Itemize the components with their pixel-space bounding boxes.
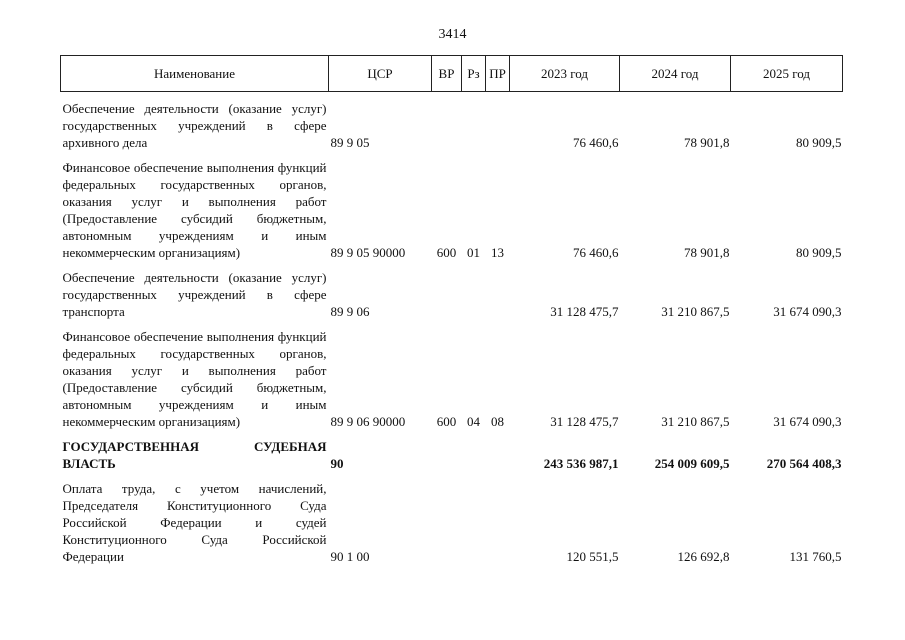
row-pr: 08 xyxy=(491,414,504,429)
row-pr xyxy=(486,92,510,152)
row-2024: 126 692,8 xyxy=(677,549,730,564)
row-csr: 89 9 05 90000 xyxy=(330,245,406,260)
table-row xyxy=(61,261,843,320)
row-name: Обеспечение деятельности (оказание услуг) государственных учреждений в сфере архивного дела xyxy=(62,101,327,150)
row-vr xyxy=(432,261,462,320)
row-2024: 31 210 867,5 xyxy=(661,414,730,429)
row-name: Финансовое обеспечение выполнения функций федеральных государственных органов, оказания услуг и выполнения работ (Предоставление субсидий бюджетным, автономным учреждениям и иным некоммерческим организациям) xyxy=(62,160,327,260)
header-csr: ЦСР xyxy=(329,56,432,92)
header-name: Наименование xyxy=(61,56,329,92)
row-csr: 89 9 05 xyxy=(330,135,370,150)
table-body xyxy=(61,92,843,566)
row-rz xyxy=(462,261,486,320)
row-csr: 90 1 00 xyxy=(330,549,370,564)
row-vr xyxy=(432,92,462,152)
row-2025: 131 760,5 xyxy=(789,549,842,564)
header-pr: ПР xyxy=(486,56,510,92)
row-vr: 600 xyxy=(436,414,457,429)
row-vr: 600 xyxy=(436,245,457,260)
row-2023: 31 128 475,7 xyxy=(550,304,619,319)
row-2023: 76 460,6 xyxy=(573,245,619,260)
header-2023: 2023 год xyxy=(510,56,620,92)
row-vr xyxy=(432,430,462,472)
row-name: ГОСУДАРСТВЕННАЯ СУДЕБНАЯ ВЛАСТЬ xyxy=(62,439,327,471)
row-pr xyxy=(486,472,510,565)
row-csr: 89 9 06 xyxy=(330,304,370,319)
row-rz: 01 xyxy=(467,245,480,260)
row-2025: 31 674 090,3 xyxy=(773,414,842,429)
table-header xyxy=(61,56,843,92)
row-2025: 31 674 090,3 xyxy=(773,304,842,319)
row-pr: 13 xyxy=(491,245,504,260)
row-2024: 78 901,8 xyxy=(684,245,730,260)
row-2025: 270 564 408,3 xyxy=(766,456,842,471)
table-row xyxy=(61,92,843,152)
budget-table xyxy=(60,55,843,565)
table-row xyxy=(61,151,843,261)
row-rz xyxy=(462,472,486,565)
header-vr: ВР xyxy=(432,56,462,92)
page-number: 3414 xyxy=(438,27,467,42)
row-csr: 90 xyxy=(330,456,344,471)
header-2024: 2024 год xyxy=(620,56,731,92)
row-2023: 76 460,6 xyxy=(573,135,619,150)
table-row xyxy=(61,472,843,565)
row-2024: 254 009 609,5 xyxy=(654,456,730,471)
row-rz xyxy=(462,92,486,152)
row-rz: 04 xyxy=(467,414,480,429)
header-rz: Рз xyxy=(462,56,486,92)
row-2024: 78 901,8 xyxy=(684,135,730,150)
row-2024: 31 210 867,5 xyxy=(661,304,730,319)
row-pr xyxy=(486,430,510,472)
row-2025: 80 909,5 xyxy=(796,135,842,150)
row-name: Оплата труда, с учетом начислений, Председателя Конституционного Суда Российской Федерации и судей Конституционного Суда Российской Федерации xyxy=(62,481,327,564)
row-name: Обеспечение деятельности (оказание услуг) государственных учреждений в сфере транспорта xyxy=(62,270,327,319)
table-row xyxy=(61,320,843,430)
row-name: Финансовое обеспечение выполнения функций федеральных государственных органов, оказания услуг и выполнения работ (Предоставление субсидий бюджетным, автономным учреждениям и иным некоммерческим организациям) xyxy=(62,329,327,429)
row-2023: 31 128 475,7 xyxy=(550,414,619,429)
row-vr xyxy=(432,472,462,565)
row-pr xyxy=(486,261,510,320)
row-2025: 80 909,5 xyxy=(796,245,842,260)
row-2023: 120 551,5 xyxy=(566,549,619,564)
table-row-section xyxy=(61,430,843,472)
row-csr: 89 9 06 90000 xyxy=(330,414,406,429)
row-2023: 243 536 987,1 xyxy=(543,456,619,471)
row-rz xyxy=(462,430,486,472)
header-2025: 2025 год xyxy=(731,56,843,92)
